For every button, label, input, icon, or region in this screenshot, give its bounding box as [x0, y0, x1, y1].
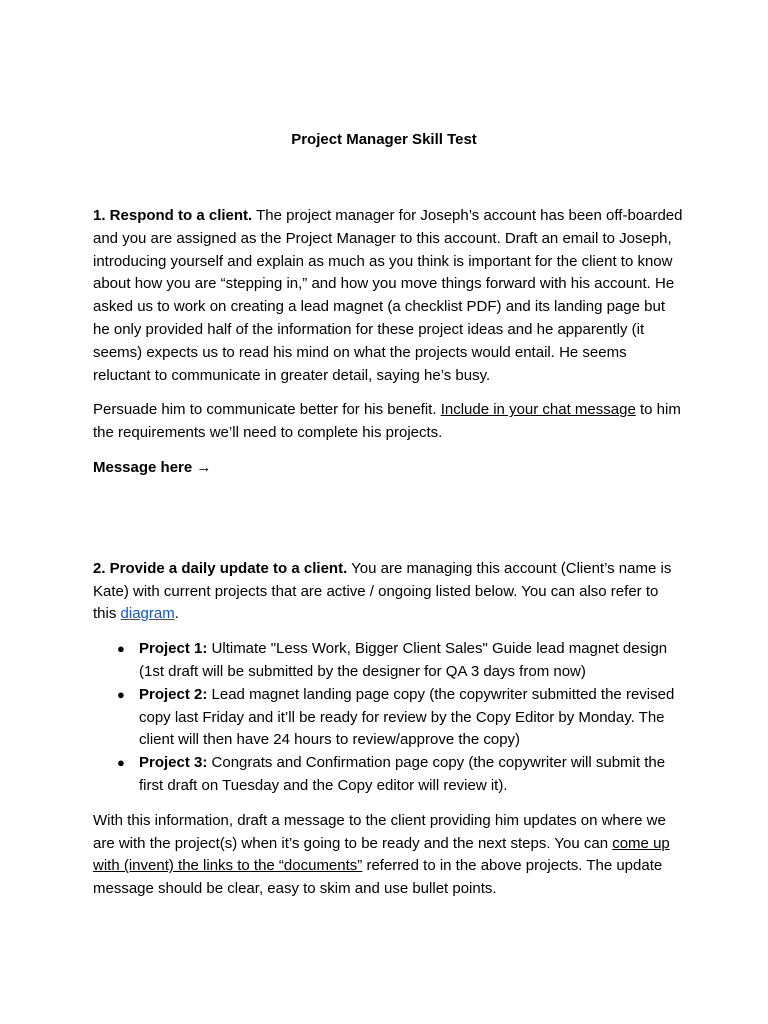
bullet-icon: ●: [117, 755, 125, 771]
document-body: [93, 205, 683, 901]
project-description: Congrats and Confirmation page copy (the copywriter will submit the first draft on Tuesday and the Copy editor will review it).: [139, 754, 666, 794]
q1-body: The project manager for Joseph’s account has been off-boarded and you are assigned as the Project Manager to this account. Draft an email to Joseph, introducing yourself and explain as much as you think is important for the client to know about how you are “stepping in,” and how you move things forward with his account. He asked us to work on creating a lead magnet (a checklist PDF) and its landing page but he only provided half of the information for these project ideas and he apparently (it seems) expects us to read his mind on what the projects would entail. He seems reluctant to communicate in greater detail, saying he’s busy.: [93, 207, 683, 384]
q2-closing-paragraph: [93, 810, 683, 901]
project-list: [93, 638, 683, 798]
q2-body-end: .: [174, 605, 179, 623]
bullet-icon: ●: [117, 641, 125, 657]
document-title: Project Manager Skill Test: [291, 131, 477, 148]
project-label: Project 2:: [139, 685, 208, 703]
q1-heading: 1. Respond to a client.: [93, 207, 253, 224]
q2-heading: 2. Provide a daily update to a client.: [93, 559, 348, 577]
project-description: Ultimate "Less Work, Bigger Client Sales" Guide lead magnet design (1st draft will be submitted by the designer for QA 3 days from now): [139, 640, 668, 680]
q2-body: You are managing this account (Client’s name is Kate) with current projects that are active / ongoing listed below. You can also refer to this: [93, 559, 672, 623]
q1-persuade-underlined: Include in your chat message: [440, 401, 636, 419]
q2-paragraph: [93, 558, 683, 626]
list-item-project-3: [117, 752, 683, 798]
q1-persuade-paragraph: [93, 399, 683, 445]
diagram-link[interactable]: diagram: [120, 605, 175, 623]
q1-paragraph: [93, 205, 683, 387]
q2-closing-tail: referred to in the above projects. The update message should be clear, easy to skim and use bullet points.: [93, 857, 663, 898]
list-item-project-1: [117, 638, 683, 684]
message-here-label: Message here →: [93, 458, 212, 476]
list-item-project-2: [117, 684, 683, 752]
q2-closing-underlined: come up with (invent) the links to the “documents”: [93, 834, 670, 875]
q1-persuade-text: Persuade him to communicate better for his benefit.: [93, 401, 441, 419]
q2-closing-text: With this information, draft a message to the client providing him updates on where we are with the project(s) when it’s going to be ready and the next steps. You can: [93, 811, 666, 852]
project-label: Project 1:: [139, 640, 208, 658]
project-description: Lead magnet landing page copy (the copywriter submitted the revised copy last Friday and it’ll be ready for review by the Copy Editor by Monday. The client will then have 24 hours to review/approve the copy): [139, 685, 675, 749]
q1-persuade-tail: to him the requirements we’ll need to complete his projects.: [93, 401, 681, 442]
project-label: Project 3:: [139, 754, 208, 772]
bullet-icon: ●: [117, 686, 125, 702]
